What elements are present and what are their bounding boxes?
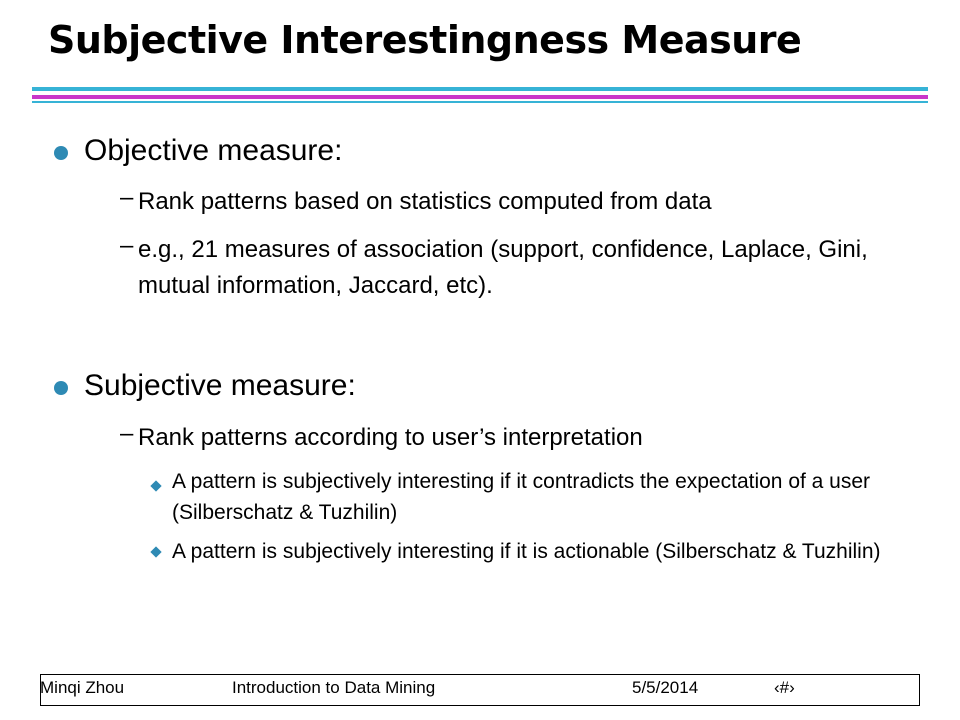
bullet-dot-icon <box>54 381 68 395</box>
section-heading-objective: Objective measure: <box>84 134 343 167</box>
slide-title: Subjective Interestingness Measure <box>48 18 802 62</box>
footer-date: 5/5/2014 <box>632 678 699 697</box>
footer-page-number: ‹#› <box>774 678 795 697</box>
diamond-bullet-icon <box>150 546 161 557</box>
title-rule-cyan <box>32 87 928 91</box>
sub-list-item: A pattern is subjectively interesting if it is actionable (Silberschatz & Tuzhilin) <box>172 540 881 563</box>
list-item: Rank patterns according to user’s interpretation <box>138 424 643 451</box>
dash-icon: – <box>120 232 134 259</box>
list-item: Rank patterns based on statistics computed from data <box>138 188 712 215</box>
title-rule-magenta <box>32 95 928 99</box>
dash-icon: – <box>120 420 134 447</box>
dash-icon: – <box>120 184 134 211</box>
sub-list-item: A pattern is subjectively interesting if it contradicts the expectation of a user (Silberschatz & Tuzhilin) <box>172 470 871 524</box>
section-heading-subjective: Subjective measure: <box>84 369 356 402</box>
title-rule-cyan-thin <box>32 101 928 103</box>
diamond-bullet-icon <box>150 480 161 491</box>
footer-author: Minqi Zhou <box>40 678 125 697</box>
footer-course: Introduction to Data Mining <box>232 678 436 697</box>
bullet-dot-icon <box>54 146 68 160</box>
list-item: e.g., 21 measures of association (support, confidence, Laplace, Gini, mutual information, Jaccard, etc). <box>138 236 868 299</box>
